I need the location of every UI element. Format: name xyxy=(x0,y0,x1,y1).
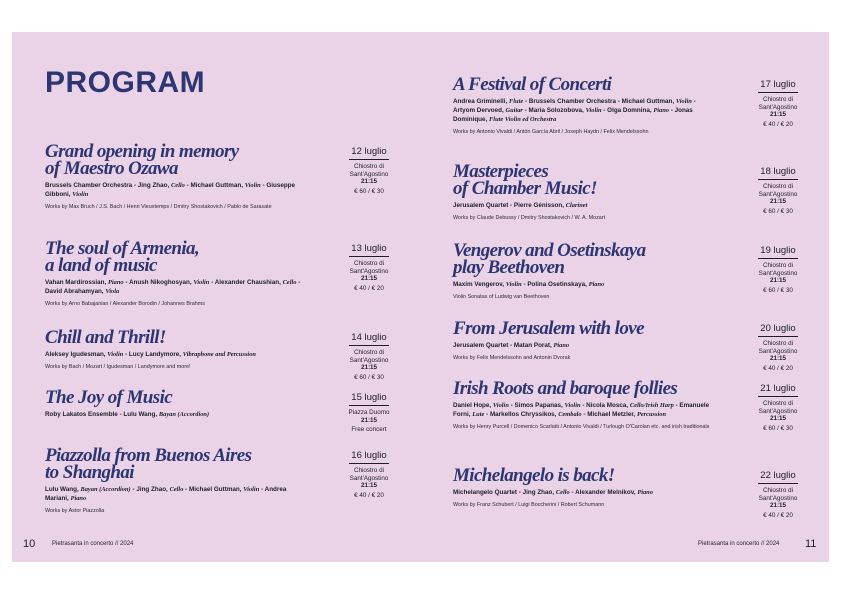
performer-name: Vahan Mardirossian, xyxy=(45,279,107,286)
concert-title-line: of Maestro Ozawa xyxy=(45,158,178,179)
performer-role: Bayan (Accordion) xyxy=(80,486,131,493)
concert-venue: Chiostro di Sant'Agostino xyxy=(349,349,389,364)
performer-name: Anush Nikoghosyan, xyxy=(129,279,192,286)
concert-info xyxy=(339,146,399,195)
concert-entry xyxy=(453,163,715,223)
concert-venue: Chiostro di Sant'Agostino xyxy=(349,467,389,482)
performer-name: Michael Guttman, xyxy=(621,98,675,105)
concert-date: 22 luglio xyxy=(758,470,798,484)
performer-role: Piano xyxy=(108,279,124,286)
performer: Michael Guttman, Violin - xyxy=(190,182,267,189)
performer-name: Michelangelo Quartet xyxy=(453,489,518,496)
performer-name: Olga Domnina, xyxy=(607,107,652,114)
concert-entry xyxy=(45,389,310,419)
concert-title xyxy=(45,143,310,177)
performer-name: Maria Solozobova, xyxy=(528,107,584,114)
performer-role: Cembalo xyxy=(558,411,582,418)
performer: Roby Lakatos Ensemble - xyxy=(45,411,124,418)
concert-info xyxy=(748,79,808,128)
performer-name: Emanuele Forni, xyxy=(453,402,710,418)
performer-name: Lucy Landymore, xyxy=(128,351,182,358)
performer: Emanuele Forni, Lute - xyxy=(453,402,710,418)
concert-works: Works by Astor Piazzolla xyxy=(45,508,105,514)
concert-date: 21 luglio xyxy=(758,383,798,397)
performer-role: Piano xyxy=(637,489,653,496)
performer-role: Flute Violin ed Orchestra xyxy=(489,116,557,123)
concert-time: 21:15 xyxy=(360,364,378,371)
performer-name: Lulu Wang, xyxy=(45,486,79,493)
concert-time: 21:15 xyxy=(769,111,787,118)
concert-time: 21:15 xyxy=(769,198,787,205)
concert-title xyxy=(45,389,310,406)
performer-role: Violin xyxy=(585,107,602,114)
concert-title xyxy=(453,163,715,197)
concert-entry xyxy=(45,447,310,516)
concert-title xyxy=(453,242,715,276)
performer: Maria Solozobova, Violin - xyxy=(528,107,608,114)
concert-works: Works by Max Bruch / J.S. Bach / Henri Vieuxtemps / Dmitry Shostakovich / Pablo de Sarasate xyxy=(45,204,272,210)
performer-role: Piano xyxy=(653,107,669,114)
performer xyxy=(575,489,653,496)
concert-works: Works by Franz Schubert / Luigi Boccherini / Robert Schumann xyxy=(453,502,605,508)
concert-title-line: a land of music xyxy=(45,255,157,276)
concert-date: 17 luglio xyxy=(758,79,798,93)
concert-title-line: Vengerov and Osetinskaya xyxy=(453,240,646,261)
performer-name: Artyom Dervoed, xyxy=(453,107,504,114)
concert-date: 14 luglio xyxy=(349,332,389,346)
concert-title-line: Irish Roots and baroque follies xyxy=(453,378,678,399)
concert-time: 21:15 xyxy=(769,277,787,284)
concert-venue: Chiostro di Sant'Agostino xyxy=(758,487,798,502)
performers xyxy=(453,488,715,497)
performers xyxy=(453,201,715,210)
concert-date: 16 luglio xyxy=(349,450,389,464)
performer-role: Bayan (Accordion) xyxy=(158,411,210,418)
performer: Daniel Hope, Violin - xyxy=(453,402,515,409)
concert-title-line: A Festival of Concerti xyxy=(453,74,612,95)
concert-date: 12 luglio xyxy=(349,146,389,160)
performer: Jing Zhao, Cello - xyxy=(522,489,576,496)
concert-price: € 60 / € 30 xyxy=(354,187,384,195)
performer-name: Jing Zhao, xyxy=(136,486,168,493)
concert-entry xyxy=(45,240,310,309)
performer-role: Cello/Irish Harp xyxy=(629,402,674,409)
concert-title-line: Masterpieces xyxy=(453,161,549,182)
performer-role: Violin xyxy=(492,402,509,409)
right-footer-caption: Pietrasanta in concerto // 2024 xyxy=(698,541,780,547)
concert-venue: Chiostro di Sant'Agostino xyxy=(758,262,798,277)
concert-info xyxy=(339,450,399,499)
concert-time: 21:15 xyxy=(769,415,787,422)
concert-venue: Chiostro di Sant'Agostino xyxy=(349,260,389,275)
concert-title-line: The soul of Armenia, xyxy=(45,238,200,259)
performer-role: Percussion xyxy=(636,411,667,418)
performer: Brussels Chamber Orchestra - xyxy=(528,98,622,105)
performer-role: Guitar xyxy=(505,107,523,114)
performers xyxy=(453,280,715,289)
performer-name: Maxim Vengerov, xyxy=(453,281,504,288)
concert-entry xyxy=(453,76,715,137)
concert-price: € 40 / € 20 xyxy=(763,364,793,372)
performer: Anush Nikoghosyan, Violin - xyxy=(129,279,215,286)
concert-price: € 60 / € 30 xyxy=(763,424,793,432)
concert-title-line: Grand opening in memory xyxy=(45,141,239,162)
performer: Jing Zhao, Cello - xyxy=(137,182,191,189)
performer-role: Cello xyxy=(169,486,184,493)
page-heading: PROGRAM xyxy=(45,66,206,99)
performer: Jerusalem Quartet - xyxy=(453,202,514,209)
performer-role: Cello xyxy=(282,279,297,286)
performers xyxy=(45,410,310,419)
performer xyxy=(45,288,119,295)
concert-info xyxy=(748,323,808,372)
concert-works: Works by Bach / Mozart / Igudesman / Landymore and more! xyxy=(45,364,191,370)
performer-role: Flute xyxy=(509,98,524,105)
performer-role: Cello xyxy=(555,489,570,496)
performer-role: Viola xyxy=(105,288,120,295)
performer-role: Violin xyxy=(72,191,89,198)
performer-name: Brussels Chamber Orchestra xyxy=(528,98,616,105)
performer: Vahan Mardirossian, Piano - xyxy=(45,279,129,286)
performer-name: Nicola Mosca, xyxy=(586,402,629,409)
performer-role: Violin xyxy=(243,486,260,493)
performer: Michelangelo Quartet - xyxy=(453,489,523,496)
performer-name: Brussels Chamber Orchestra xyxy=(45,182,133,189)
concert-entry xyxy=(45,329,310,372)
performer-name: Lulu Wang, xyxy=(123,411,158,418)
performers xyxy=(453,401,715,419)
performers xyxy=(45,485,310,503)
concert-title-line: of Chamber Music! xyxy=(453,178,597,199)
performer-name: Matan Porat, xyxy=(513,342,552,349)
concert-time: 21:15 xyxy=(769,502,787,509)
concert-works: Works by Claude Debussy / Dmitry Shostakovich / W. A. Mozart xyxy=(453,215,606,221)
performer-name: Simos Papanas, xyxy=(514,402,563,409)
performer-name: Michael Guttman, xyxy=(189,486,242,493)
performer-name: Aleksey Igudesman, xyxy=(45,351,106,358)
concert-entry xyxy=(453,380,715,432)
performer: Nicola Mosca, Cello/Irish Harp - xyxy=(586,402,680,409)
performer-name: Alexander Melnikov, xyxy=(575,489,636,496)
performer-role: Cello xyxy=(171,182,185,189)
concert-title xyxy=(45,447,310,481)
concert-info xyxy=(748,383,808,432)
concert-date: 20 luglio xyxy=(758,323,798,337)
concert-date: 19 luglio xyxy=(758,245,798,259)
performer-role: Piano xyxy=(70,495,87,502)
performer-name: Jerusalem Quartet xyxy=(453,342,509,349)
concert-title xyxy=(453,380,715,397)
concert-time: 21:15 xyxy=(360,482,378,489)
concert-venue: Chiostro di Sant'Agostino xyxy=(758,400,798,415)
performer: Lulu Wang, Bayan (Accordion) - xyxy=(45,486,137,493)
concert-title-line: The Joy of Music xyxy=(45,387,173,408)
concert-works: Works by Henry Purcell / Domenico Scarlatti / Antonio Vivaldi / Turlough O'Carolan etc. and irish traditionals xyxy=(453,424,710,430)
performer-name: Jonas Dominique, xyxy=(453,107,693,123)
concert-date: 18 luglio xyxy=(758,166,798,180)
performer-name: Jerusalem Quartet xyxy=(453,202,509,209)
right-page-number: 11 xyxy=(805,538,817,550)
performer: Jing Zhao, Cello - xyxy=(136,486,190,493)
performers xyxy=(453,341,715,350)
performer xyxy=(129,351,256,358)
performer-role: Violin xyxy=(193,279,210,286)
performer-role: Violin xyxy=(564,402,581,409)
performer-name: Jing Zhao, xyxy=(137,182,170,189)
concert-title xyxy=(453,467,715,484)
performer: Michael Guttman, Violin - xyxy=(189,486,265,493)
performer: Michael Guttman, Violin - xyxy=(621,98,696,105)
left-page-number: 10 xyxy=(23,538,36,550)
concert-price: € 40 / € 20 xyxy=(763,511,793,519)
performer-name: Daniel Hope, xyxy=(453,402,492,409)
concert-title xyxy=(45,329,310,346)
performers xyxy=(453,97,715,124)
performer-name: Markellos Chryssikos, xyxy=(489,411,557,418)
concert-venue: Chiostro di Sant'Agostino xyxy=(758,96,798,111)
performer-name: Andrea Mariani, xyxy=(45,486,287,502)
performers xyxy=(45,181,310,199)
performer xyxy=(514,342,569,349)
concert-info xyxy=(339,243,399,292)
performer: Artyom Dervoed, Guitar - xyxy=(453,107,529,114)
concert-info xyxy=(339,332,399,381)
performer-role: Violin xyxy=(675,98,692,105)
performer-role: Violin xyxy=(107,351,124,358)
concert-venue: Chiostro di Sant'Agostino xyxy=(349,163,389,178)
performer: Andrea Griminelli, Flute - xyxy=(453,98,529,105)
left-footer-caption: Pietrasanta in concerto // 2024 xyxy=(52,541,134,547)
concert-time: 21:15 xyxy=(360,416,378,424)
concert-entry xyxy=(453,320,715,363)
performer: Maxim Vengerov, Violin - xyxy=(453,281,528,288)
concert-time: 21:15 xyxy=(360,275,378,282)
concert-entry xyxy=(45,143,310,212)
performers xyxy=(45,278,310,296)
performer-name: Roby Lakatos Ensemble xyxy=(45,411,118,418)
concert-works: Works by Antonio Vivaldi / Antón García Abril / Joseph Haydn / Felix Mendelssohn xyxy=(453,129,649,135)
performer-role: Lute xyxy=(472,411,485,418)
performer xyxy=(527,281,604,288)
performer: Markellos Chryssikos, Cembalo - xyxy=(489,411,588,418)
concert-price: € 60 / € 30 xyxy=(354,373,384,381)
performer: Aleksey Igudesman, Violin - xyxy=(45,351,129,358)
performer-name: Michael Guttman, xyxy=(190,182,243,189)
performer xyxy=(587,411,666,418)
performer: Alexander Chaushian, Cello - xyxy=(214,279,301,286)
concert-time: 21:15 xyxy=(769,355,787,362)
concert-title-line: From Jerusalem with love xyxy=(453,318,644,339)
concert-price: € 40 / € 20 xyxy=(354,491,384,499)
concert-venue: Chiostro di Sant'Agostino xyxy=(758,340,798,355)
performer-name: Andrea Griminelli, xyxy=(453,98,508,105)
concert-title xyxy=(453,320,715,337)
concert-works: Works by Arno Babajanian / Alexander Borodin / Johannes Brahms xyxy=(45,301,205,307)
concert-price: € 60 / € 30 xyxy=(763,286,793,294)
concert-title-line: to Shanghai xyxy=(45,462,134,483)
concert-venue: Piazza Duomo xyxy=(348,409,390,416)
concert-price: € 60 / € 30 xyxy=(763,207,793,215)
concert-title xyxy=(453,76,715,93)
concert-price: € 40 / € 20 xyxy=(763,120,793,128)
concert-works: Violin Sonatas of Ludwig van Beethoven xyxy=(453,294,550,300)
concert-info xyxy=(748,245,808,294)
concert-date: 13 luglio xyxy=(349,243,389,257)
performer xyxy=(123,411,209,418)
performer-name: Jing Zhao, xyxy=(522,489,555,496)
concert-title-line: Michelangelo is back! xyxy=(453,465,615,486)
performers xyxy=(45,350,310,359)
concert-date: 15 luglio xyxy=(349,392,389,406)
concert-title xyxy=(45,240,310,274)
performer-name: Polina Osetinskaya, xyxy=(527,281,587,288)
performer-role: Violin xyxy=(244,182,261,189)
concert-works: Works by Felix Mendelssohn and Antonin Dvorak xyxy=(453,355,571,361)
performer-name: Pierre Génisson, xyxy=(513,202,564,209)
concert-price: € 40 / € 20 xyxy=(354,284,384,292)
performer-name: Alexander Chaushian, xyxy=(214,279,281,286)
performer: Simos Papanas, Violin - xyxy=(514,402,587,409)
concert-title-line: Piazzolla from Buenos Aires xyxy=(45,445,252,466)
performer-name: Michael Metzler, xyxy=(587,411,636,418)
concert-time: 21:15 xyxy=(360,178,378,185)
concert-entry xyxy=(453,467,715,510)
concert-title-line: play Beethoven xyxy=(453,257,565,278)
performer-role: Violin xyxy=(505,281,522,288)
concert-info xyxy=(748,470,808,519)
performer-role: Piano xyxy=(588,281,605,288)
performer: Brussels Chamber Orchestra - xyxy=(45,182,138,189)
performer-name: Giuseppe Gibboni, xyxy=(45,182,296,198)
concert-info xyxy=(748,166,808,215)
concert-venue: Chiostro di Sant'Agostino xyxy=(758,183,798,198)
performer-role: Piano xyxy=(553,342,570,349)
concert-price: Free concert xyxy=(351,426,387,433)
performer-name: David Abrahamyan, xyxy=(45,288,104,295)
performer-role: Vibraphone and Percussion xyxy=(182,351,256,358)
performer: Jerusalem Quartet - xyxy=(453,342,514,349)
concert-title-line: Chill and Thrill! xyxy=(45,327,166,348)
performer xyxy=(514,202,587,209)
performer-role: Clarinet xyxy=(565,202,588,209)
concert-entry xyxy=(453,242,715,302)
concert-info xyxy=(339,392,399,434)
performer: Olga Domnina, Piano - xyxy=(607,107,675,114)
